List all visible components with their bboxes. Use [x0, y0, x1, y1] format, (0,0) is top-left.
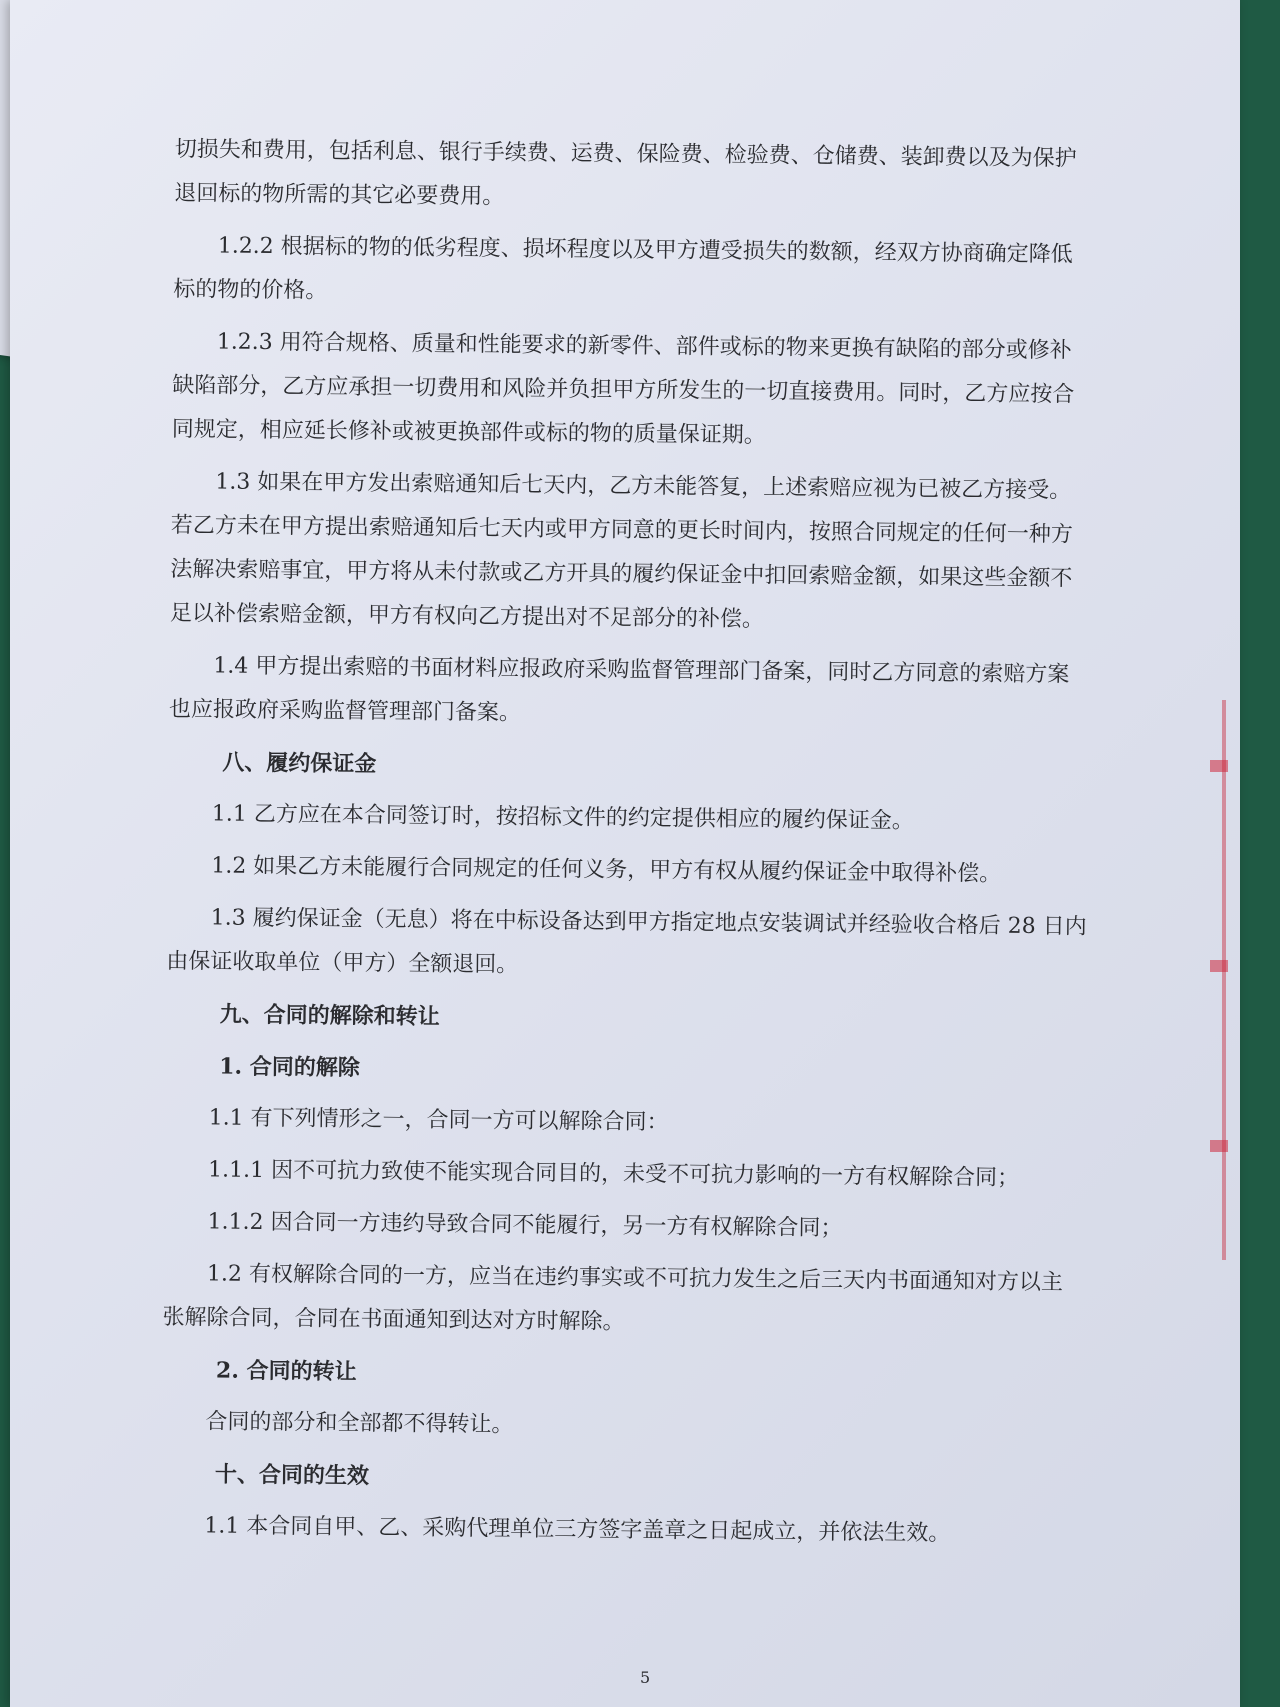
- document-page: [10, 0, 1240, 1707]
- paragraph: 1.2.3 用符合规格、质量和性能要求的新零件、部件或标的物来更换有缺陷的部分或修补缺陷部分，乙方应承担一切费用和风险并负担甲方所发生的一切直接费用。同时，乙方应按合同规定，相应延长修补或被更换部件或标的物的质量保证期。: [171, 329, 1075, 449]
- paragraph: 1.1 本合同自甲、乙、采购代理单位三方签字盖章之日起成立，并依法生效。: [204, 1513, 951, 1547]
- paragraph: 1.1 有下列情形之一，合同一方可以解除合同：: [208, 1105, 669, 1136]
- paragraph: 1.1 乙方应在本合同签订时，按招标文件的约定提供相应的履约保证金。: [211, 801, 914, 834]
- paragraph: 合同的部分和全部都不得转让。: [205, 1409, 514, 1438]
- section-heading: 九、合同的解除和转让: [219, 1001, 440, 1030]
- paragraph: 1.1.1 因不可抗力致使不能实现合同目的，未受不可抗力影响的一方有权解除合同；: [207, 1157, 1020, 1191]
- section-heading: 十、合同的生效: [214, 1461, 370, 1490]
- paragraph: 1.2 有权解除合同的一方，应当在违约事实或不可抗力发生之后三天内书面通知对方以主张解除合同，合同在书面通知到达对方时解除。: [162, 1261, 1064, 1335]
- paragraph: 1.2 如果乙方未能履行合同规定的任何义务，甲方有权从履约保证金中取得补偿。: [211, 853, 1002, 887]
- subsection-heading: 2. 合同的转让: [215, 1357, 357, 1385]
- paragraph: 1.3 履约保证金（无息）将在中标设备达到甲方指定地点安装调试并经验收合格后 28 日内由保证收取单位（甲方）全额退回。: [166, 905, 1087, 978]
- paragraph: 切损失和费用，包括利息、银行手续费、运费、保险费、检验费、仓储费、装卸费以及为保护退回标的物所需的其它必要费用。: [174, 136, 1077, 210]
- seal-stamp: [1222, 700, 1248, 1260]
- paragraph: 1.3 如果在甲方发出索赔通知后七天内，乙方未能答复，上述索赔应视为已被乙方接受。若乙方未在甲方提出索赔通知后七天内或甲方同意的更长时间内，按照合同规定的任何一种方法解决索赔事宜，甲方将从未付款或乙方开具的履约保证金中扣回索赔金额，如果这些金额不足以补偿索赔金额，甲方有权向乙方提出对不足部分的补偿。: [169, 469, 1073, 633]
- subsection-heading: 1. 合同的解除: [219, 1053, 360, 1081]
- paragraph: 1.4 甲方提出索赔的书面材料应报政府采购监督管理部门备案，同时乙方同意的索赔方案也应报政府采购监督管理部门备案。: [168, 653, 1070, 726]
- document-body: [160, 128, 1095, 1566]
- paragraph: 1.2.2 根据标的物的低劣程度、损坏程度以及甲方遭受损失的数额，经双方协商确定降低标的物的价格。: [173, 233, 1073, 304]
- seal-stamp-mark: [1210, 960, 1228, 972]
- section-heading: 八、履约保证金: [222, 749, 377, 778]
- seal-stamp-mark: [1210, 760, 1228, 772]
- paragraph: 1.1.2 因合同一方违约导致合同不能履行，另一方有权解除合同；: [207, 1209, 843, 1242]
- page-number: 5: [640, 1668, 651, 1687]
- seal-stamp-mark: [1210, 1140, 1228, 1152]
